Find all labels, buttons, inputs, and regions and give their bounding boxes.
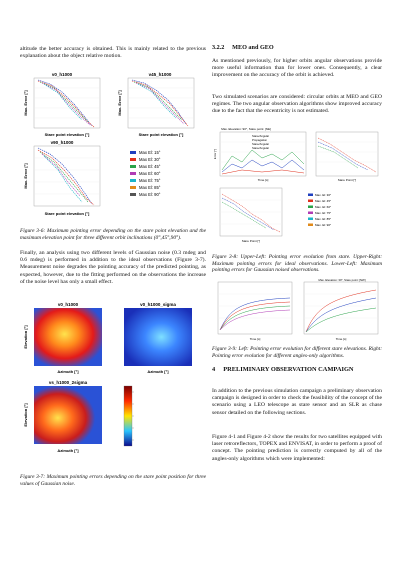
plot-v90 bbox=[23, 140, 100, 216]
section-number: 3.2.2 bbox=[212, 44, 225, 51]
right-paragraph-3: In addition to the previous simulation campaign a preliminary observation campaign is designed in order to check the feasibility of the concept of the scenario using a LEO telescope as stare sensor and an SLR as chase sensor detailed on the following sections. bbox=[212, 388, 382, 416]
legend-swatch-0 bbox=[130, 151, 136, 154]
colorbar bbox=[124, 386, 132, 446]
legend-label-4: Max El: 75° bbox=[139, 178, 161, 183]
fig38-legend2-label-4: Max. El: 85° bbox=[315, 217, 332, 221]
fig39-title-right: Max. Elevation: 30°, Stare point: [NW] bbox=[318, 278, 366, 282]
figure-3-9 bbox=[212, 278, 382, 342]
heatmap-title-2: v0_h1000_sigma bbox=[140, 302, 176, 307]
fig38-legend2-label-1: Max. El: 45° bbox=[315, 199, 332, 203]
section-heading-4 bbox=[212, 366, 382, 374]
fig39-xlabel-left: Time [s] bbox=[249, 337, 261, 341]
figure-3-9-caption: Figure 3-9: Left: Pointing error evolution for different stare elevations. Right: Pointing error evolution for different angles-only algorithms. bbox=[212, 346, 382, 359]
plot-title-v0: v0_h1000 bbox=[51, 72, 73, 77]
fig38-xlabel-lower: Stare Point [°] bbox=[241, 239, 261, 243]
heatmap-1 bbox=[34, 308, 102, 366]
right-paragraph-1: As mentioned previously, for higher orbits angular observations provide more useful information than for lower ones. Consequently, a clear improvement on the accuracy of the orbit is achieved. bbox=[212, 58, 382, 79]
legend-swatch-5 bbox=[130, 186, 136, 189]
figure-3-6-plots bbox=[20, 70, 206, 226]
left-mid-paragraph: Finally, an analysis using two different levels of Gaussian noise (0.3 mdeg and 0.6 mdeg) is performed in addition to the ideal observations (Figure 3-7). Measurement noise degrades the pointing accuracy of the predicted pointing, as expected, however, due to the fitting performed on the observations the increase of the noise level has only a small effect. bbox=[20, 250, 206, 285]
plot-ylabel-v90: Max. Error [°] bbox=[23, 163, 28, 189]
legend-label-6: Max El: 90° bbox=[139, 192, 161, 197]
legend-swatch-2 bbox=[130, 165, 136, 168]
figure-3-7 bbox=[20, 300, 206, 472]
section-heading-3-2-2 bbox=[212, 44, 274, 52]
right-paragraph-4: Figure 4-1 and Figure 4-2 show the results for two satellites equipped with laser retroreflectors, TOPEX and ENVISAT, in order to perform a proof of concept. The pointing prediction is correctly computed by all of the angles-only algorithms which were implemented: bbox=[212, 434, 382, 462]
heatmap-2 bbox=[124, 308, 192, 366]
fig38-legend2-label-0: Max. El: 30° bbox=[315, 193, 332, 197]
section4-number: 4 bbox=[212, 366, 216, 373]
fig38-legend2-swatch-1 bbox=[308, 200, 313, 203]
legend-label-1: Max El: 30° bbox=[139, 157, 161, 162]
plot-ylabel-v0: Max. Error [°] bbox=[23, 90, 28, 116]
fig38-legend2-label-3: Max. El: 75° bbox=[315, 211, 332, 215]
fig38-legend-4: Stare/Angular bbox=[252, 146, 270, 150]
legend-label-2: Max El: 45° bbox=[139, 164, 161, 169]
heatmap-3 bbox=[34, 386, 102, 444]
legend-label-5: Max El: 85° bbox=[139, 185, 161, 190]
fig38-legend2-label-2: Max. El: 60° bbox=[315, 205, 332, 209]
fig38-legend2-swatch-3 bbox=[308, 212, 313, 215]
fig38-ylabel: Error [°] bbox=[213, 148, 217, 160]
left-top-paragraph: altitude the better accuracy is obtained. This is mainly related to the previous explanation about the object relative motion. bbox=[20, 46, 206, 60]
heatmap-xlabel-3: Azimuth [°] bbox=[57, 448, 79, 453]
fig38-legend-1: Stare/Angular bbox=[252, 134, 270, 138]
legend-swatch-3 bbox=[130, 172, 136, 175]
figure-3-8 bbox=[212, 124, 382, 250]
plot-xlabel-v45: Stare point elevation [°] bbox=[138, 132, 184, 137]
plot-title-v45: v45_h1000 bbox=[148, 72, 172, 77]
heatmap-xlabel-1: Azimuth [°] bbox=[57, 369, 79, 374]
fig38-title: Max. Elevation: 90°, Stare point: [NE] bbox=[221, 127, 271, 131]
plot-v45 bbox=[117, 72, 194, 137]
heatmap-ylabel-1: Elevation [°] bbox=[23, 325, 28, 349]
fig38-xlabel-right: Stare Point [°] bbox=[337, 178, 357, 182]
figure-3-7-caption: Figure 3-7: Maximum pointing errors depending on the stare point position for three values of Gaussian noise. bbox=[20, 474, 206, 487]
plot-xlabel-v0: Stare point elevation [°] bbox=[44, 132, 90, 137]
fig38-legend-2: Propagation bbox=[252, 138, 268, 142]
heatmap-title-1: v0_h1000 bbox=[57, 302, 79, 307]
fig38-legend bbox=[252, 134, 269, 150]
fig38-legend2-swatch-5 bbox=[308, 224, 313, 227]
fig38-xlabel-left: Time [s] bbox=[257, 178, 269, 182]
section4-title: PRELIMINARY OBSERVATION CAMPAIGN bbox=[223, 366, 354, 373]
right-paragraph-2: Two simulated scenarios are considered: circular orbits at MEO and GEO regimes. The two angular observation algorithms show improved accuracy due to the fact that the eccentricity is not estimated. bbox=[212, 94, 382, 115]
heatmap-title-3: vs_h1000_2sigma bbox=[48, 380, 88, 385]
fig38-legend2-swatch-0 bbox=[308, 194, 313, 197]
legend-label-3: Max El: 60° bbox=[139, 171, 161, 176]
plot-title-v90: v90_h1000 bbox=[50, 140, 74, 145]
heatmap-ylabel-3: Elevation [°] bbox=[23, 403, 28, 427]
heatmap-xlabel-2: Azimuth [°] bbox=[147, 369, 169, 374]
figure-3-6 bbox=[20, 70, 206, 226]
fig38-legend2-swatch-2 bbox=[308, 206, 313, 209]
figure-3-8-caption: Figure 3-8: Upper-Left: Pointing error evolution from stare. Upper-Right: Maximum pointing errors for ideal observations. Lower-Left: Maximum pointing errors for Gaussian noised observations. bbox=[212, 254, 382, 274]
fig36-legend bbox=[130, 150, 161, 197]
plot-ylabel-v45: Max. Error [°] bbox=[117, 90, 122, 116]
figure-3-6-caption: Figure 3-6: Maximum pointing error depending on the stare point elevation and the maximum elevation point for three different orbit inclinations (0°,45°,90°). bbox=[20, 228, 206, 241]
legend-label-0: Max El: 15° bbox=[139, 150, 161, 155]
fig39-xlabel-right: Time [s] bbox=[335, 337, 347, 341]
legend-swatch-6 bbox=[130, 193, 136, 196]
plot-xlabel-v90: Stare point elevation [°] bbox=[44, 211, 90, 216]
legend-swatch-4 bbox=[130, 179, 136, 182]
fig38-legend2 bbox=[308, 193, 332, 227]
section-title: MEO and GEO bbox=[232, 44, 274, 51]
fig38-legend-3: Stare/Angular bbox=[252, 142, 270, 146]
plot-v0 bbox=[23, 72, 100, 137]
legend-swatch-1 bbox=[130, 158, 136, 161]
fig38-legend2-label-5: Max. El: 90° bbox=[315, 223, 332, 227]
fig38-legend2-swatch-4 bbox=[308, 218, 313, 221]
